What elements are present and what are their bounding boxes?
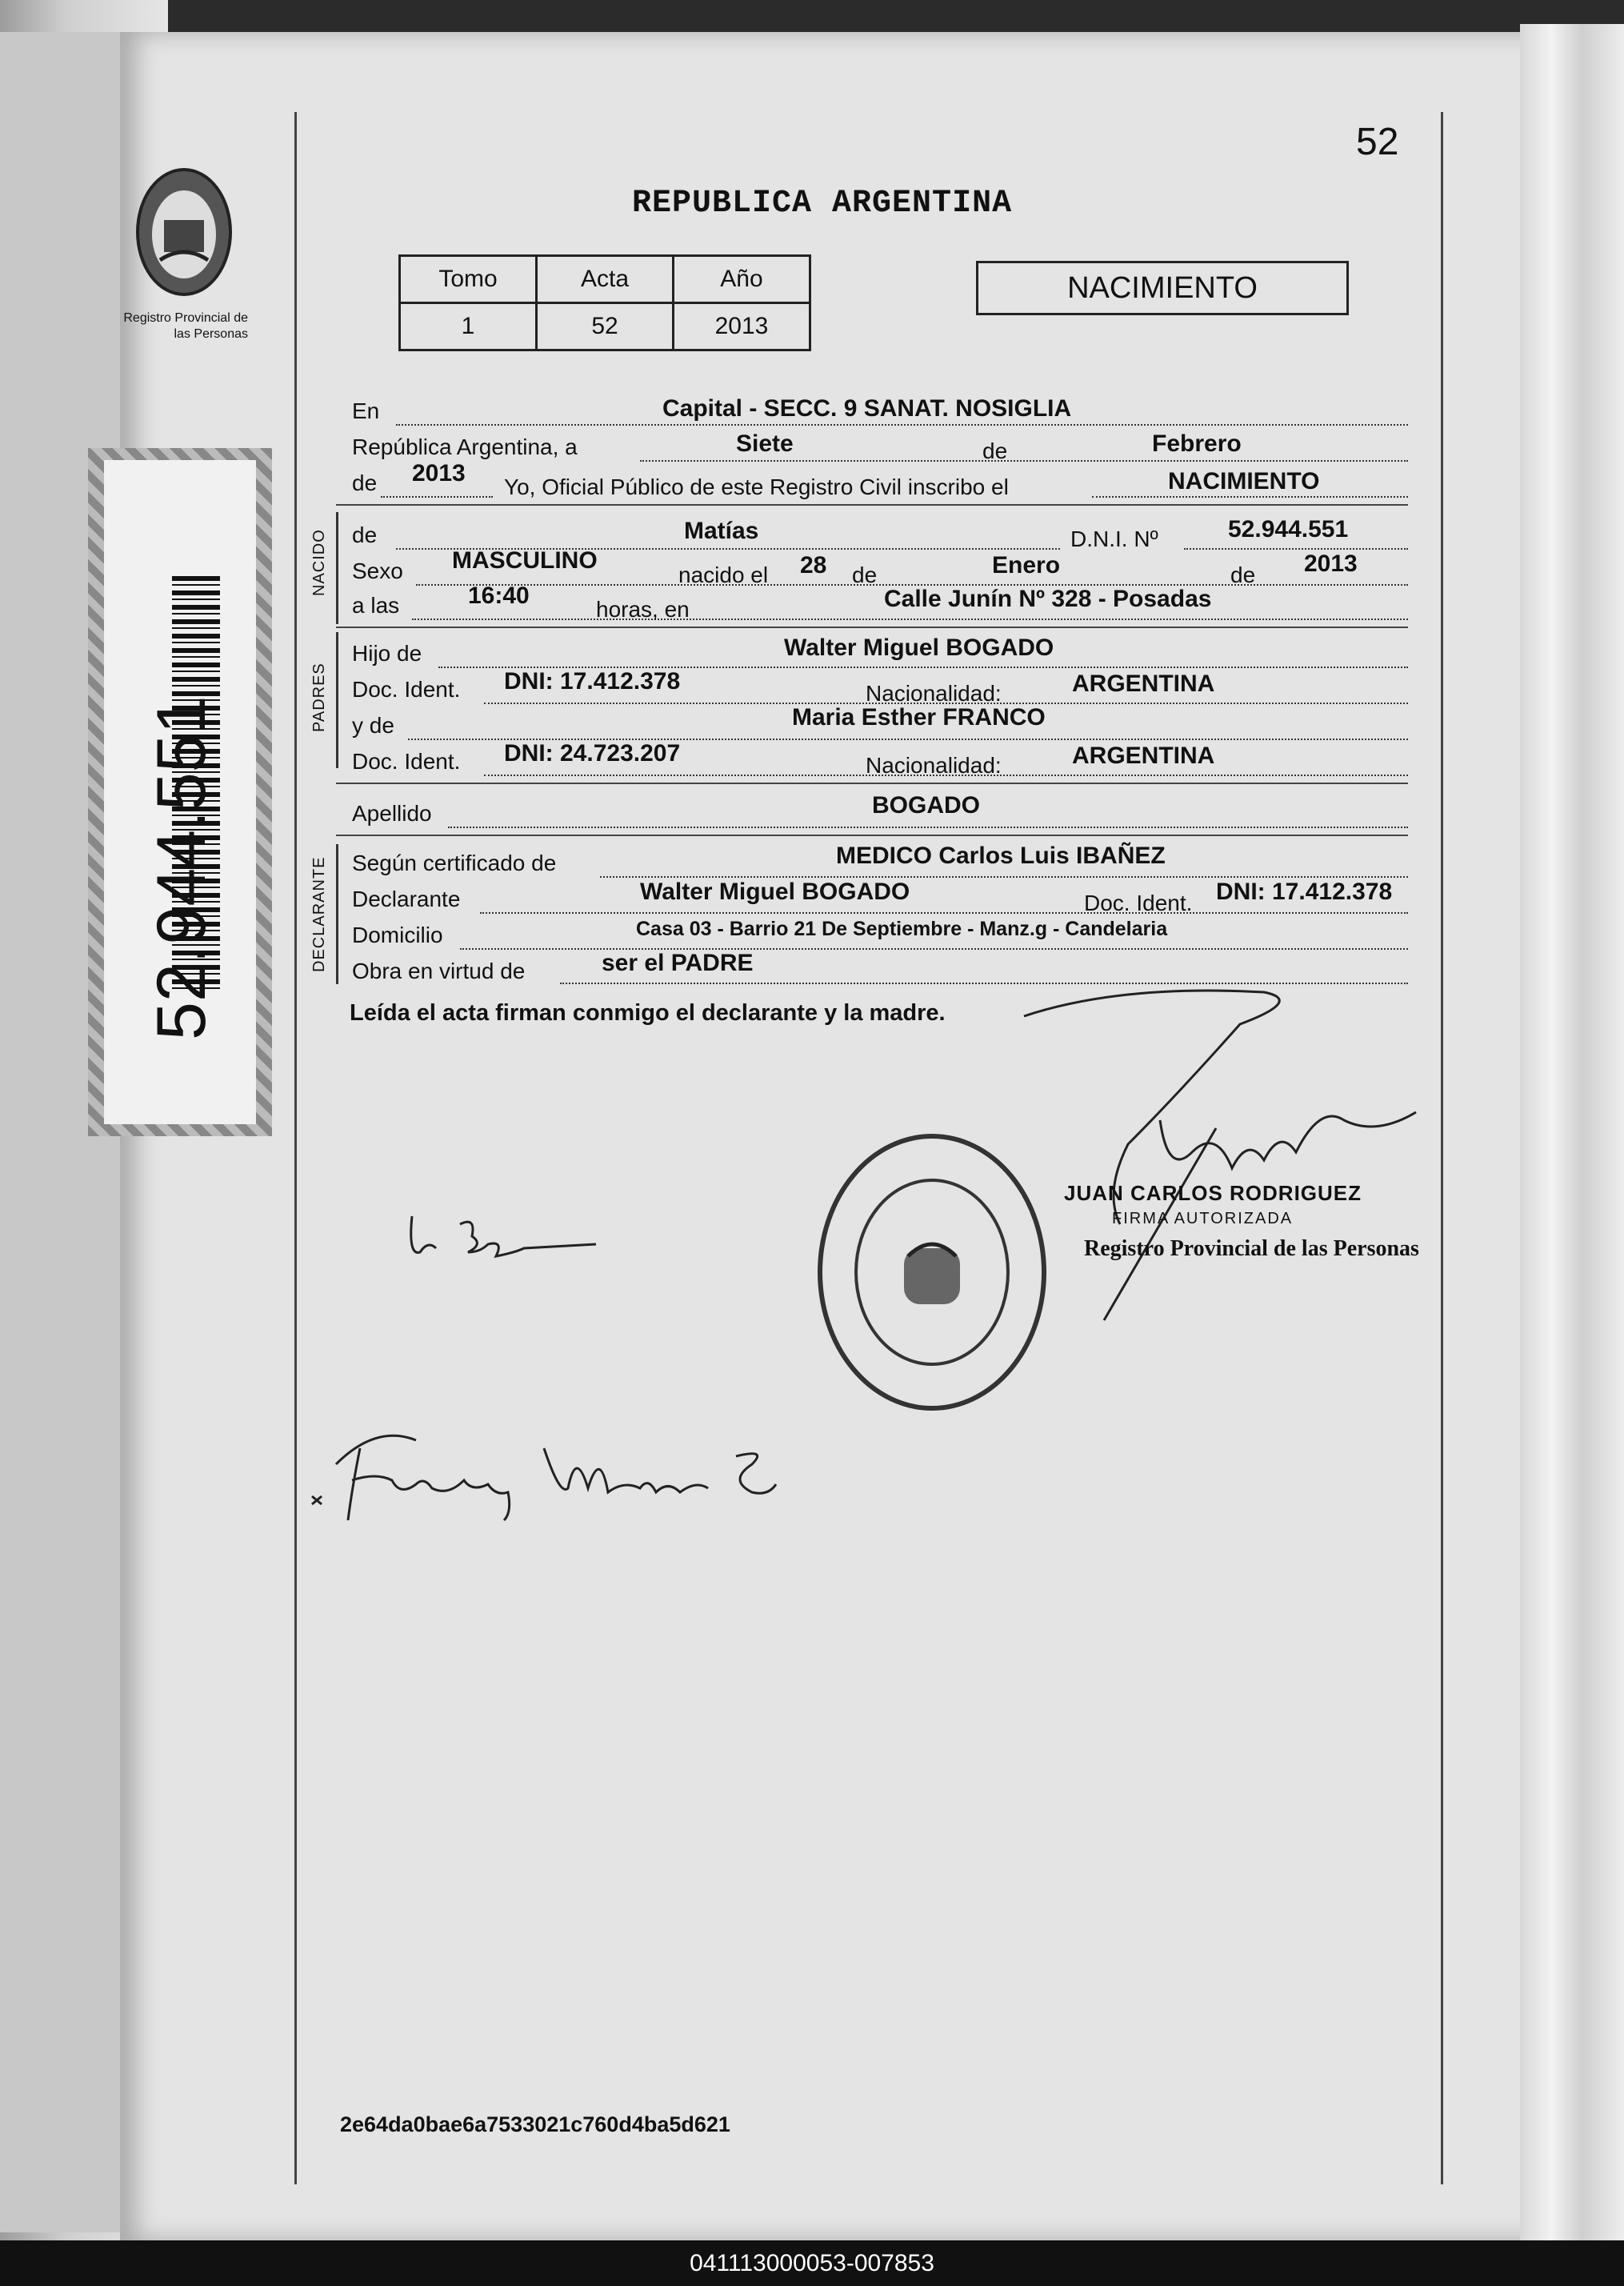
label-nacido-el: nacido el <box>678 562 769 587</box>
separator <box>336 835 1408 836</box>
nombre-value: Matías <box>684 518 759 544</box>
label-de-year: de <box>352 470 378 495</box>
label-de-mes: de <box>852 562 878 587</box>
dotted-line <box>1092 496 1408 498</box>
handwritten-mother-signature <box>304 1416 800 1532</box>
declarante-doc-value: DNI: 17.412.378 <box>1216 879 1393 905</box>
section-bar <box>336 632 338 768</box>
label-segun: Según certificado de <box>352 851 557 875</box>
label-hijo-de: Hijo de <box>352 641 422 666</box>
label-a-las: a las <box>352 593 400 618</box>
label-y-de: y de <box>352 713 394 738</box>
top-edge <box>0 0 1624 32</box>
madre-doc-value: DNI: 24.723.207 <box>504 740 681 767</box>
document-hash: 2e64da0bae6a7533021c760d4ba5d621 <box>340 2112 730 2136</box>
registry-table <box>398 254 811 351</box>
separator <box>336 504 1408 506</box>
act-type-box: NACIMIENTO <box>976 261 1349 315</box>
domicilio-value: Casa 03 - Barrio 21 De Septiembre - Manz.g - Candelaria <box>636 918 1168 940</box>
tipo-value: NACIMIENTO <box>1168 468 1320 494</box>
section-bar <box>336 844 338 984</box>
acta-header: Acta <box>537 256 674 303</box>
signer-role: FIRMA AUTORIZADA <box>1112 1210 1294 1227</box>
label-de-anio: de <box>1230 562 1256 587</box>
certificado-value: MEDICO Carlos Luis IBAÑEZ <box>836 843 1166 869</box>
label-de-nombre: de <box>352 522 378 547</box>
apellido-value: BOGADO <box>872 792 980 819</box>
document-title: REPUBLICA ARGENTINA <box>632 186 1013 222</box>
label-obra: Obra en virtud de <box>352 959 526 983</box>
dotted-line <box>640 460 1408 462</box>
handwritten-initials <box>404 1208 612 1276</box>
dotted-line <box>381 496 493 498</box>
side-label-nacido: NACIDO <box>310 529 328 596</box>
label-nacionalidad-madre: Nacionalidad: <box>866 753 1002 778</box>
padre-nac-value: ARGENTINA <box>1072 671 1215 697</box>
anio-value: 2013 <box>412 460 466 486</box>
registry-logo-text: Registro Provincial de las Personas <box>123 311 248 341</box>
lugar-nac-value: Calle Junín Nº 328 - Posadas <box>884 586 1212 612</box>
dia-value: Siete <box>736 430 794 457</box>
label-dni: D.N.I. Nº <box>1070 526 1158 551</box>
lugar-value: Capital - SECC. 9 SANAT. NOSIGLIA <box>662 395 1072 422</box>
acta-value: 52 <box>537 303 674 350</box>
declarante-value: Walter Miguel BOGADO <box>640 879 910 905</box>
hora-value: 16:40 <box>468 583 530 609</box>
barcode-number: 52.944.551 <box>143 695 220 1040</box>
side-label-declarante: DECLARANTE <box>310 856 328 972</box>
dotted-line <box>600 876 1408 878</box>
padre-doc-value: DNI: 17.412.378 <box>504 668 681 695</box>
tomo-value: 1 <box>400 303 537 350</box>
madre-value: Maria Esther FRANCO <box>792 704 1046 731</box>
label-apellido: Apellido <box>352 801 432 826</box>
separator <box>336 627 1408 628</box>
nac-anio-value: 2013 <box>1304 550 1358 577</box>
label-domicilio: Domicilio <box>352 923 443 947</box>
page-number: 52 <box>1356 121 1399 163</box>
signer-office: Registro Provincial de las Personas <box>1084 1236 1419 1261</box>
registry-logo <box>132 164 236 300</box>
dotted-line <box>1184 548 1408 550</box>
label-declarante: Declarante <box>352 887 461 911</box>
anio-header: Año <box>674 256 810 303</box>
label-de: de <box>982 438 1008 463</box>
footer-id: 041113000053-007853 <box>0 2240 1624 2286</box>
label-republica: República Argentina, a <box>352 434 578 459</box>
nac-dia-value: 28 <box>800 552 827 579</box>
dni-value: 52.944.551 <box>1228 516 1349 542</box>
official-signature <box>1000 984 1464 1340</box>
closing-statement: Leída el acta firman conmigo el declarante y la madre. <box>350 1000 946 1026</box>
tomo-header: Tomo <box>400 256 537 303</box>
label-doc-madre: Doc. Ident. <box>352 749 461 774</box>
anio-value: 2013 <box>674 303 810 350</box>
mes-value: Febrero <box>1152 430 1242 457</box>
obra-value: ser el PADRE <box>602 950 754 976</box>
signer-name: JUAN CARLOS RODRIGUEZ <box>1064 1181 1362 1205</box>
section-bar <box>336 512 338 624</box>
label-nacionalidad-padre: Nacionalidad: <box>866 681 1002 706</box>
label-en: En <box>352 398 380 423</box>
separator <box>336 783 1408 784</box>
page-edges <box>1520 24 1624 2240</box>
dotted-line <box>448 827 1408 828</box>
nac-mes-value: Enero <box>992 552 1061 579</box>
sexo-value: MASCULINO <box>452 547 598 574</box>
dotted-line <box>412 619 1408 620</box>
label-horas-en: horas, en <box>596 597 690 622</box>
side-label-padres: PADRES <box>310 663 328 732</box>
label-yo: Yo, Oficial Público de este Registro Civil inscribo el <box>504 474 1009 499</box>
label-sexo: Sexo <box>352 558 403 583</box>
dotted-line <box>480 912 1408 914</box>
label-doc-declarante: Doc. Ident. <box>1084 891 1193 915</box>
dotted-line <box>396 424 1408 426</box>
madre-nac-value: ARGENTINA <box>1072 743 1215 769</box>
padre-value: Walter Miguel BOGADO <box>784 635 1054 661</box>
label-doc-padre: Doc. Ident. <box>352 677 461 702</box>
